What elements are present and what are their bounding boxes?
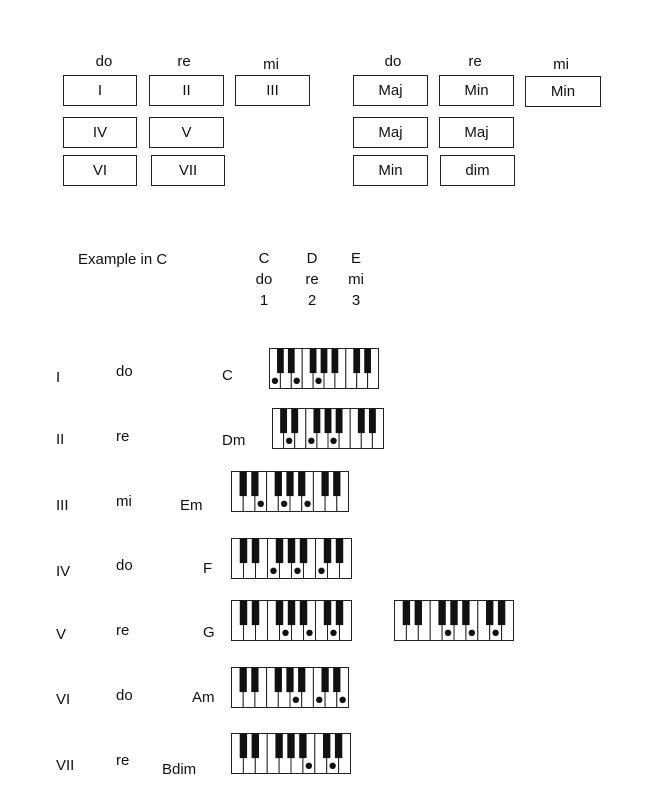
keyboard-C	[269, 348, 379, 389]
chord-tone-dot	[294, 378, 300, 384]
black-key	[276, 539, 283, 564]
chord-numeral: IV	[56, 563, 71, 580]
chord-tone-dot	[308, 438, 314, 444]
black-key	[333, 472, 340, 497]
roman-box-VII: VII	[151, 155, 225, 186]
black-key	[240, 472, 247, 497]
black-key	[358, 409, 365, 434]
chord-tone-dot	[330, 438, 336, 444]
example-note-e: E	[350, 250, 361, 267]
quality-header-do: do	[384, 53, 402, 70]
black-key	[438, 601, 445, 626]
example-solfege-mi: mi	[348, 271, 364, 288]
chord-name: Em	[180, 497, 203, 514]
chord-tone-dot	[282, 630, 288, 636]
black-key	[313, 409, 320, 434]
keyboard-Am	[231, 667, 349, 708]
black-key	[369, 409, 376, 434]
black-key	[333, 668, 340, 693]
chord-numeral: VI	[56, 691, 71, 708]
keyboard-G	[231, 600, 352, 641]
chord-name: Am	[192, 689, 215, 706]
black-key	[415, 601, 422, 626]
black-key	[498, 601, 505, 626]
chord-name: F	[203, 560, 213, 577]
roman-box-I: I	[63, 75, 137, 106]
chord-syllable: re	[116, 622, 130, 639]
chord-tone-dot	[339, 697, 345, 703]
example-degree-2: 2	[307, 292, 317, 309]
black-key	[310, 349, 317, 374]
black-key	[403, 601, 410, 626]
black-key	[336, 539, 343, 564]
black-key	[325, 409, 332, 434]
chord-tone-dot	[294, 568, 300, 574]
quality-header-mi: mi	[553, 56, 569, 73]
quality-box-III: Min	[525, 76, 601, 107]
roman-header-mi: mi	[263, 56, 279, 73]
black-key	[462, 601, 469, 626]
chord-tone-dot	[272, 378, 278, 384]
black-key	[287, 734, 294, 759]
chord-tone-dot	[318, 568, 324, 574]
black-key	[251, 472, 258, 497]
chord-tone-dot	[293, 697, 299, 703]
black-key	[240, 668, 247, 693]
keyboard-G-alt	[394, 600, 514, 641]
black-key	[276, 601, 283, 626]
black-key	[336, 409, 343, 434]
roman-box-IV: IV	[63, 117, 137, 148]
black-key	[275, 734, 282, 759]
example-solfege-re: re	[305, 271, 319, 288]
keyboard-Bdim	[231, 733, 351, 774]
black-key	[298, 472, 305, 497]
black-key	[323, 734, 330, 759]
example-note-d: D	[306, 250, 318, 267]
keyboard-F	[231, 538, 352, 579]
chord-name: G	[203, 624, 215, 641]
black-key	[291, 409, 298, 434]
black-key	[300, 539, 307, 564]
black-key	[286, 668, 293, 693]
chord-syllable: do	[116, 363, 133, 380]
quality-box-VI: Min	[353, 155, 428, 186]
chord-tone-dot	[281, 501, 287, 507]
black-key	[251, 668, 258, 693]
chord-numeral: II	[56, 431, 65, 448]
black-key	[275, 668, 282, 693]
black-key	[298, 668, 305, 693]
black-key	[324, 539, 331, 564]
chord-tone-dot	[469, 630, 475, 636]
black-key	[353, 349, 360, 374]
black-key	[252, 601, 259, 626]
black-key	[486, 601, 493, 626]
example-title: Example in C	[78, 251, 168, 268]
chord-tone-dot	[270, 568, 276, 574]
roman-header-re: re	[177, 53, 191, 70]
example-degree-1: 1	[259, 292, 269, 309]
black-key	[240, 539, 247, 564]
chord-numeral: V	[56, 626, 67, 643]
black-key	[252, 734, 259, 759]
chord-tone-dot	[316, 697, 322, 703]
chord-name: Dm	[222, 432, 246, 449]
black-key	[277, 349, 284, 374]
black-key	[240, 601, 247, 626]
chord-syllable: do	[116, 557, 133, 574]
quality-box-V: Maj	[439, 117, 514, 148]
black-key	[299, 734, 306, 759]
black-key	[240, 734, 247, 759]
chord-tone-dot	[306, 763, 312, 769]
chord-numeral: VII	[56, 757, 75, 774]
keyboard-Em	[231, 471, 349, 512]
chord-tone-dot	[286, 438, 292, 444]
black-key	[275, 472, 282, 497]
chord-tone-dot	[306, 630, 312, 636]
chord-numeral: I	[56, 369, 61, 386]
quality-box-VII: dim	[440, 155, 515, 186]
black-key	[321, 668, 328, 693]
chord-tone-dot	[492, 630, 498, 636]
chord-syllable: re	[116, 428, 130, 445]
black-key	[288, 349, 295, 374]
quality-box-I: Maj	[353, 75, 428, 106]
black-key	[335, 734, 342, 759]
black-key	[336, 601, 343, 626]
black-key	[332, 349, 339, 374]
black-key	[364, 349, 371, 374]
quality-box-II: Min	[439, 75, 514, 106]
roman-box-III: III	[235, 75, 310, 106]
chord-syllable: do	[116, 687, 133, 704]
chord-tone-dot	[445, 630, 451, 636]
chord-name: Bdim	[162, 761, 197, 778]
black-key	[252, 539, 259, 564]
black-key	[288, 601, 295, 626]
chord-tone-dot	[315, 378, 321, 384]
keyboard-Dm	[272, 408, 384, 449]
roman-box-V: V	[149, 117, 224, 148]
quality-box-IV: Maj	[353, 117, 428, 148]
black-key	[324, 601, 331, 626]
black-key	[280, 409, 287, 434]
example-degree-3: 3	[351, 292, 361, 309]
black-key	[450, 601, 457, 626]
chord-numeral: III	[56, 497, 69, 514]
chord-syllable: mi	[116, 493, 132, 510]
roman-box-VI: VI	[63, 155, 137, 186]
roman-box-II: II	[149, 75, 224, 106]
chord-tone-dot	[329, 763, 335, 769]
quality-header-re: re	[468, 53, 482, 70]
black-key	[321, 349, 328, 374]
example-note-c: C	[258, 250, 270, 267]
chord-tone-dot	[304, 501, 310, 507]
chord-name: C	[222, 367, 233, 384]
chord-tone-dot	[330, 630, 336, 636]
chord-syllable: re	[116, 752, 130, 769]
chord-tone-dot	[258, 501, 264, 507]
black-key	[321, 472, 328, 497]
black-key	[300, 601, 307, 626]
example-solfege-do: do	[255, 271, 273, 288]
black-key	[286, 472, 293, 497]
roman-header-do: do	[95, 53, 113, 70]
black-key	[288, 539, 295, 564]
